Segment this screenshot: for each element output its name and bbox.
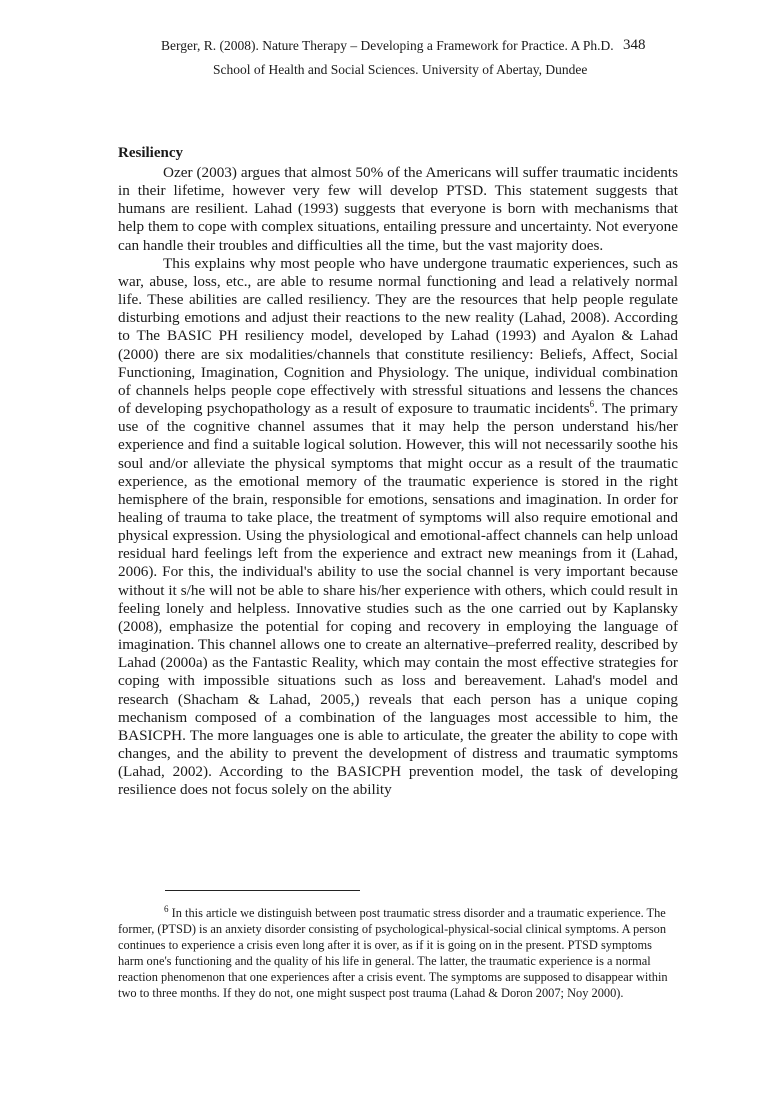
footnote-separator — [165, 890, 360, 891]
footnote-body: In this article we distinguish between post traumatic stress disorder and a traumatic experience. The former, (PTSD) is an anxiety disorder consisting of psychological-physical-social clinical symptoms. A person continues to experience a crisis even long after it is over, as if it is going on in the present. PTSD symptoms harm one's functioning and the quality of his life in general. The latter, the traumatic experience is a normal reaction phenomenon that one experiences after a crisis event. The symptoms are supposed to disappear within two to three months. If they do not, one might suspect post trauma (Lahad & Doron 2007; Noy 2000). — [118, 906, 668, 1000]
running-header-institution: School of Health and Social Sciences. University of Abertay, Dundee — [213, 62, 588, 77]
running-header-citation: Berger, R. (2008). Nature Therapy – Developing a Framework for Practice. A Ph.D. — [161, 38, 614, 53]
section-heading: Resiliency — [118, 145, 183, 161]
paragraph-2 — [118, 255, 678, 800]
footnote — [118, 903, 678, 1001]
footnote-text — [118, 903, 678, 1001]
body-text — [118, 164, 678, 799]
paragraph-2-part-2: . The primary use of the cognitive channel assumes that it may help the person understand his/her experience and find a suitable logical solution. However, this will not necessarily soothe his soul and/or alleviate the physical symptoms that might occur as a result of the traumatic experience, as the emotional memory of the traumatic experience is stored in the right hemisphere of the brain, responsible for emotions, sensations and imagination. In order for healing of trauma to take place, the treatment of symptoms will also require emotional and physical expression. Using the physiological and emotional-affect channels can help unload residual hard feelings left from the experience and extract new meanings from it (Lahad, 2006). For this, the individual's ability to use the social channel is very important because without it s/he will not be able to share his/her experience with others, which could result in feeling lonely and helpless. Innovative studies such as the one carried out by Kaplansky (2008), emphasize the potential for coping and recovery in employing the language of imagination. This channel allows one to create an alternative–preferred reality, described by Lahad (2000a) as the Fantastic Reality, which may contain the most effective strategies for coping with impossible situations such as loss and bereavement. Lahad's model and research (Shacham & Lahad, 2005,) reveals that each person has a unique coping mechanism composed of a combination of the languages most accessible to him, the BASICPH. The more languages one is able to articulate, the greater the ability to cope with changes, and the ability to prevent the development of distress and traumatic symptoms (Lahad, 2002). According to the BASICPH prevention model, the task of developing resilience does not focus solely on the ability — [118, 400, 678, 799]
paragraph-1: Ozer (2003) argues that almost 50% of the Americans will suffer traumatic incidents in their lifetime, however very few will develop PTSD. This statement suggests that humans are resilient. Lahad (1993) suggests that everyone is born with mechanisms that help them to cope with complex situations, entailing pressure and uncertainty. Not everyone can handle their troubles and difficulties all the time, but the vast majority does. — [118, 164, 678, 254]
page-number: 348 — [623, 37, 646, 53]
paragraph-2-part-1: This explains why most people who have undergone traumatic experiences, such as war, abuse, loss, etc., are able to resume normal functioning and lead a relatively normal life. These abilities are called resiliency. They are the resources that help people regulate disturbing emotions and adjust their reactions to the new reality (Lahad, 2008). According to The BASIC PH resiliency model, developed by Lahad (1993) and Ayalon & Lahad (2000) there are six modalities/channels that constitute resiliency: Beliefs, Affect, Social Functioning, Imagination, Cognition and Physiology. The unique, individual combination of channels helps people cope effectively with stressful situations and lessens the chances of developing psychopathology as a result of exposure to traumatic incidents — [118, 254, 678, 418]
footnote-marker: 6 — [164, 903, 169, 914]
footnote-reference[interactable]: 6 — [589, 398, 595, 409]
